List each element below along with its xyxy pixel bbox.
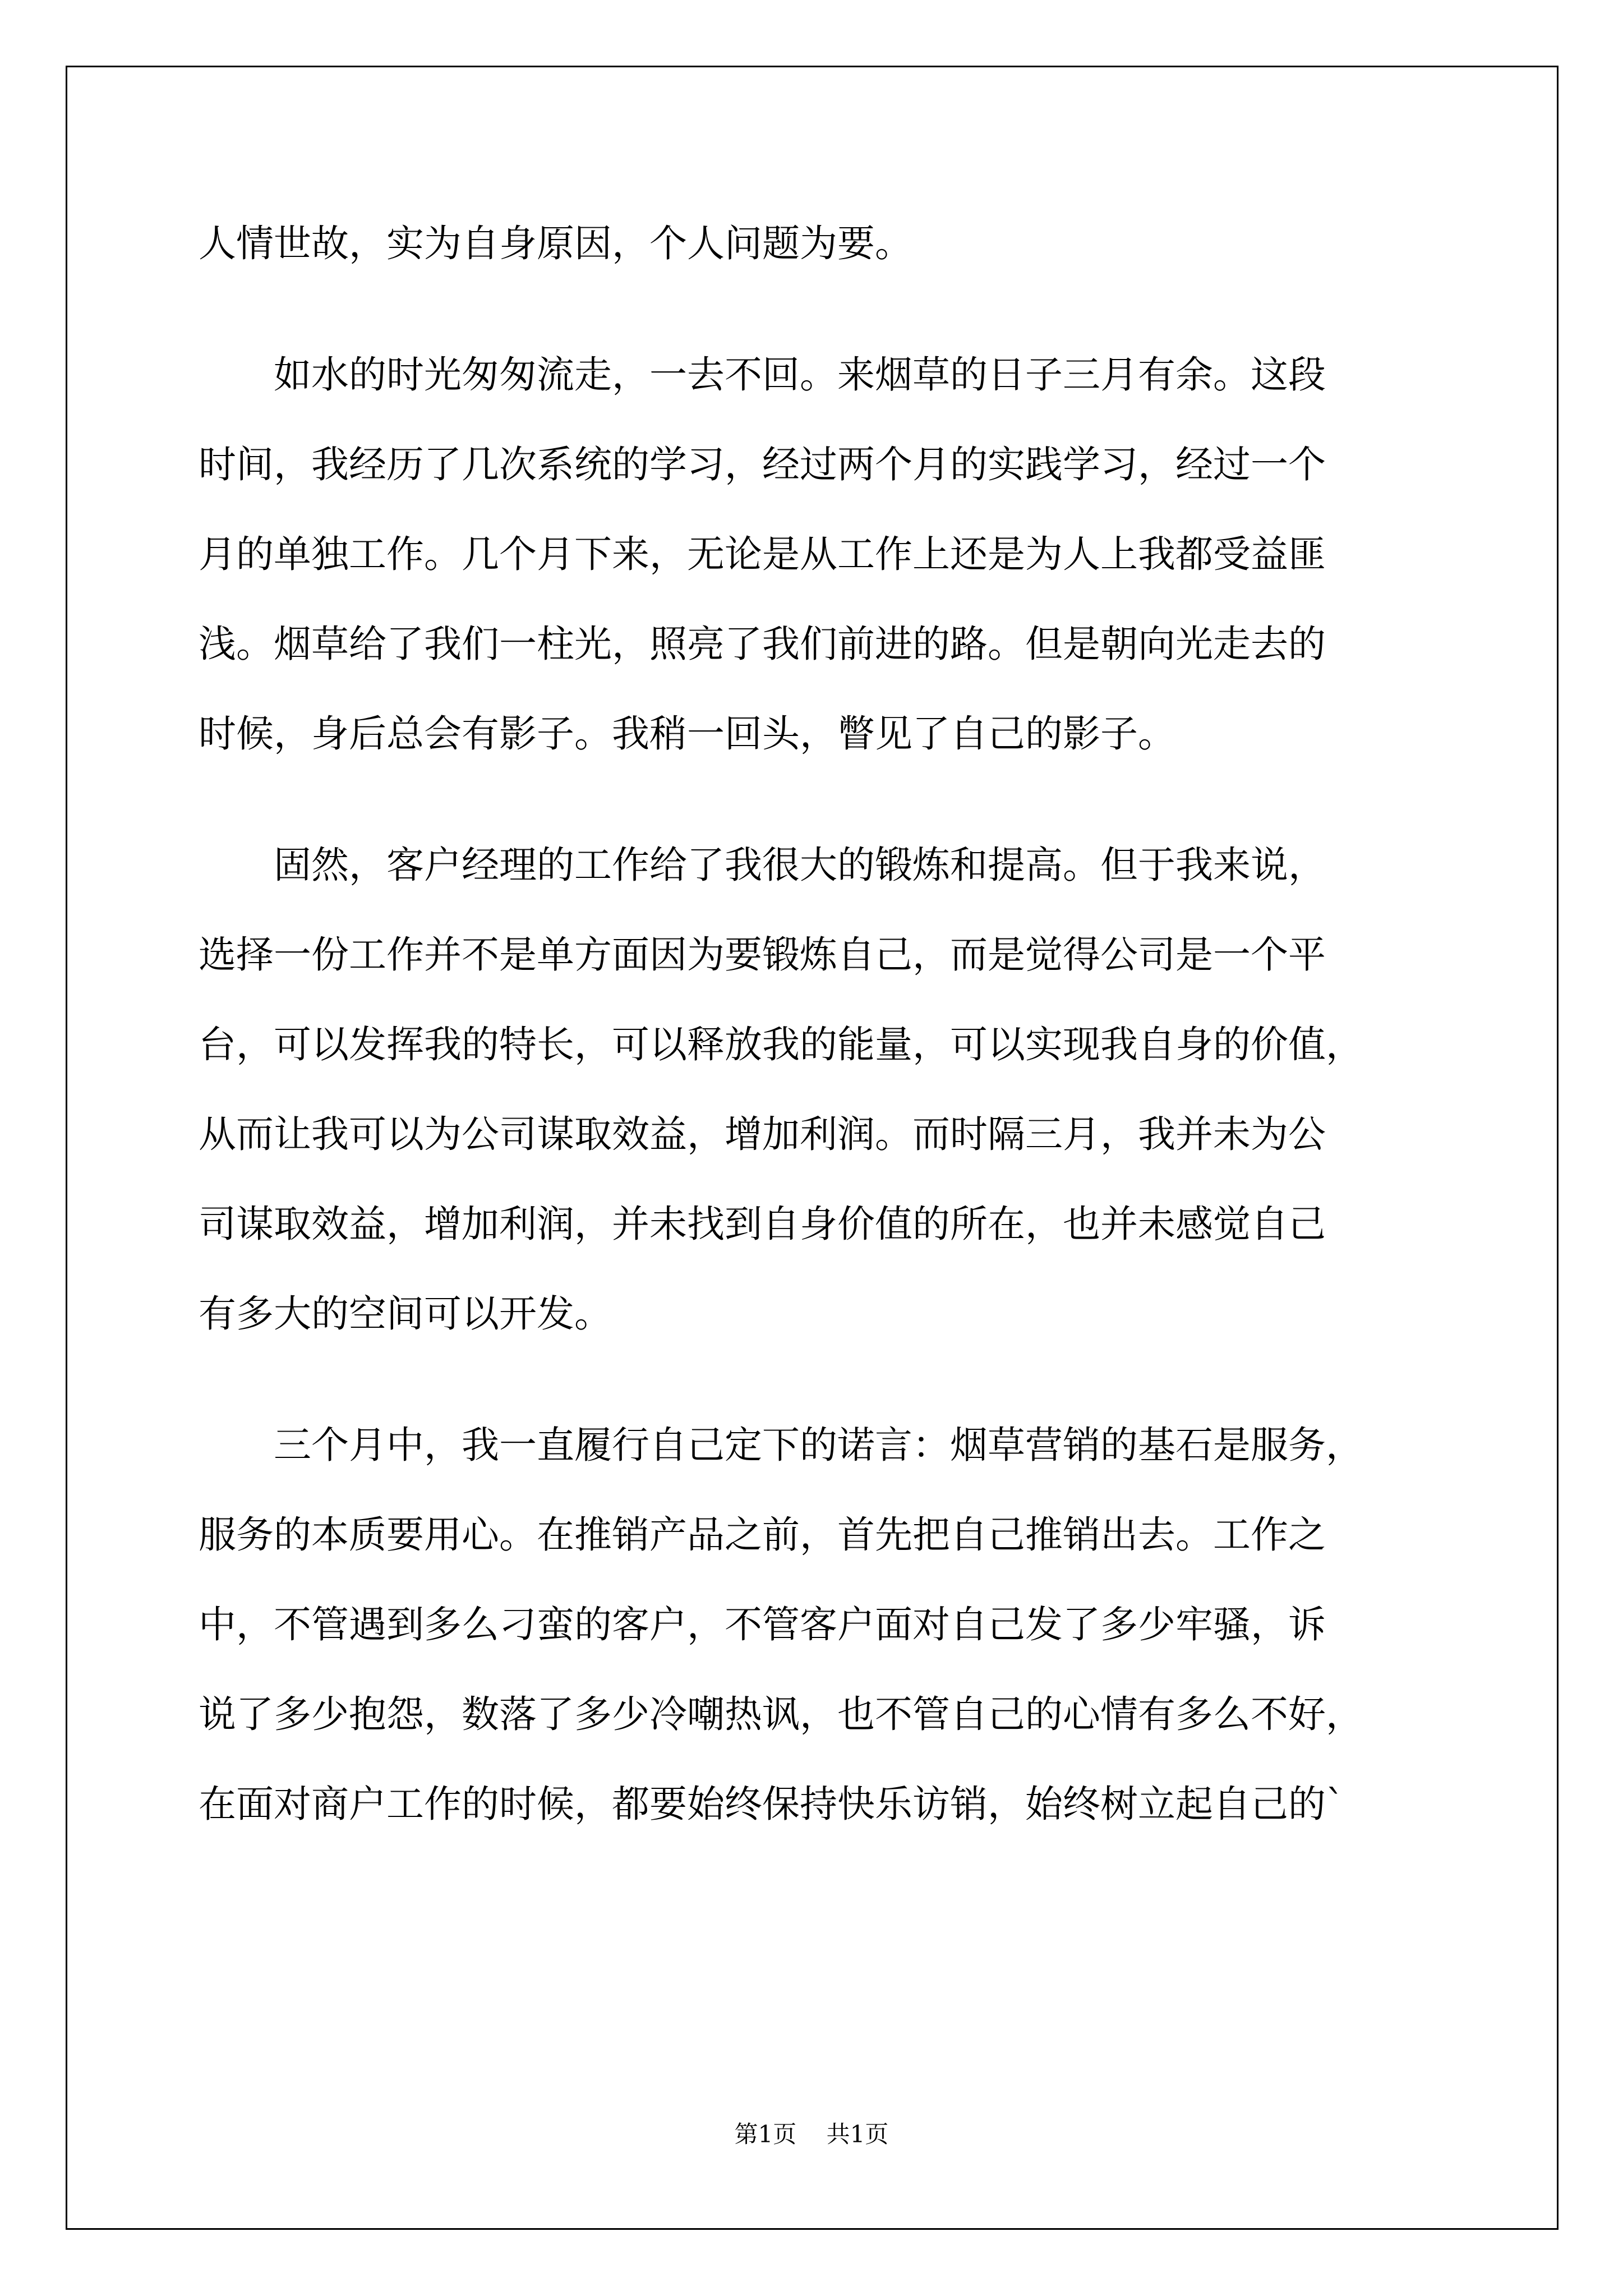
paragraph-2 xyxy=(199,330,1427,779)
document-body xyxy=(199,199,1427,1849)
text-line: 时间，我经历了几次系统的学习，经过两个月的实践学习，经过一个 xyxy=(199,443,1326,486)
text-line: 在面对商户工作的时候，都要始终保持快乐访销，始终树立起自己的` xyxy=(199,1782,1345,1826)
page-number: 第1页 xyxy=(734,2120,797,2148)
page-total: 共1页 xyxy=(826,2120,889,2148)
text-line: 有多大的空间可以开发。 xyxy=(199,1292,612,1336)
text-line: 浅。烟草给了我们一柱光，照亮了我们前进的路。但是朝向光走去的 xyxy=(199,622,1326,666)
text-line: 司谋取效益，增加利润，并未找到自身价值的所在，也并未感觉自己 xyxy=(199,1202,1326,1246)
text-line: 台，可以发挥我的特长，可以释放我的能量，可以实现我自身的价值， xyxy=(199,1023,1363,1066)
text-line: 选择一份工作并不是单方面因为要锻炼自己，而是觉得公司是一个平 xyxy=(199,933,1326,977)
text-line: 时候，身后总会有影子。我稍一回头，瞥见了自己的影子。 xyxy=(199,712,1175,756)
text-line: 固然，客户经理的工作给了我很大的锻炼和提高。但于我来说， xyxy=(199,843,1326,887)
text-line: 三个月中，我一直履行自己定下的诺言：烟草营销的基石是服务， xyxy=(199,1423,1363,1467)
paragraph-4 xyxy=(199,1400,1427,1849)
paragraph-1 xyxy=(199,199,1427,288)
text-line: 从而让我可以为公司谋取效益，增加利润。而时隔三月，我并未为公 xyxy=(199,1112,1326,1156)
text-line: 服务的本质要用心。在推销产品之前，首先把自己推销出去。工作之 xyxy=(199,1513,1326,1557)
text-line: 人情世故，实为自身原因，个人问题为要。 xyxy=(199,222,912,265)
text-line: 说了多少抱怨，数落了多少冷嘲热讽，也不管自己的心情有多么不好， xyxy=(199,1692,1363,1736)
paragraph-3 xyxy=(199,820,1427,1359)
text-line: 月的单独工作。几个月下来，无论是从工作上还是为人上我都受益匪 xyxy=(199,532,1326,576)
page-footer xyxy=(0,2118,1623,2151)
text-line: 如水的时光匆匆流走，一去不回。来烟草的日子三月有余。这段 xyxy=(199,353,1326,397)
text-line: 中，不管遇到多么刁蛮的客户，不管客户面对自己发了多少牢骚，诉 xyxy=(199,1603,1326,1646)
